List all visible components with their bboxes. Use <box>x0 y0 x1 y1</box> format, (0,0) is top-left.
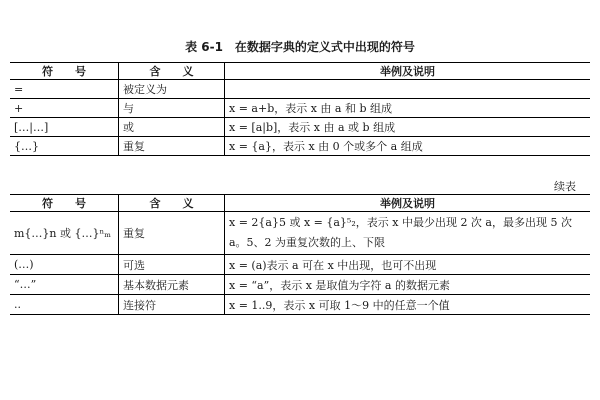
symbol-table-continued <box>10 194 590 315</box>
header-example: 举例及说明 <box>225 195 591 212</box>
table-row <box>10 295 590 315</box>
table-caption: 表 6-1 在数据字典的定义式中出现的符号 <box>185 40 415 54</box>
meaning-cell: 连接符 <box>119 295 225 315</box>
meaning-cell: 基本数据元素 <box>119 275 225 295</box>
meaning-cell: 或 <box>119 118 225 137</box>
symbol-cell: […|…] <box>10 118 119 137</box>
table-row <box>10 137 590 156</box>
header-symbol: 符 号 <box>10 195 119 212</box>
example-cell <box>225 80 591 99</box>
header-meaning: 含 义 <box>119 195 225 212</box>
table-row <box>10 212 590 255</box>
symbol-cell: “…” <box>10 275 119 295</box>
meaning-cell: 与 <box>119 99 225 118</box>
header-symbol: 符 号 <box>10 63 119 80</box>
table-header-row <box>10 63 590 80</box>
table-row <box>10 275 590 295</box>
continued-label: 续表 <box>554 180 576 193</box>
symbol-cell: {…} <box>10 137 119 156</box>
symbol-cell: = <box>10 80 119 99</box>
example-cell: x = [a|b]，表示 x 由 a 或 b 组成 <box>225 118 591 137</box>
table-row <box>10 80 590 99</box>
table-row <box>10 118 590 137</box>
example-cell: x = (a)表示 a 可在 x 中出现，也可不出现 <box>225 255 591 275</box>
symbol-cell: .. <box>10 295 119 315</box>
example-cell: x = 2{a}5 或 x = {a}⁵₂，表示 x 中最少出现 2 次 a，最多出现 5 次 a。5、2 为重复次数的上、下限 <box>225 212 591 255</box>
table-row <box>10 255 590 275</box>
symbol-cell: m{…}n 或 {…}ⁿₘ <box>10 212 119 255</box>
meaning-cell: 被定义为 <box>119 80 225 99</box>
meaning-cell: 重复 <box>119 212 225 255</box>
meaning-cell: 可选 <box>119 255 225 275</box>
header-meaning: 含 义 <box>119 63 225 80</box>
example-cell: x = “a”，表示 x 是取值为字符 a 的数据元素 <box>225 275 591 295</box>
example-cell: x = {a}，表示 x 由 0 个或多个 a 组成 <box>225 137 591 156</box>
meaning-cell: 重复 <box>119 137 225 156</box>
table-row <box>10 99 590 118</box>
example-cell: x = a+b，表示 x 由 a 和 b 组成 <box>225 99 591 118</box>
symbol-table <box>10 62 590 156</box>
symbol-cell: (…) <box>10 255 119 275</box>
table-header-row <box>10 195 590 212</box>
header-example: 举例及说明 <box>225 63 591 80</box>
symbol-cell: + <box>10 99 119 118</box>
example-cell: x = 1..9，表示 x 可取 1～9 中的任意一个值 <box>225 295 591 315</box>
